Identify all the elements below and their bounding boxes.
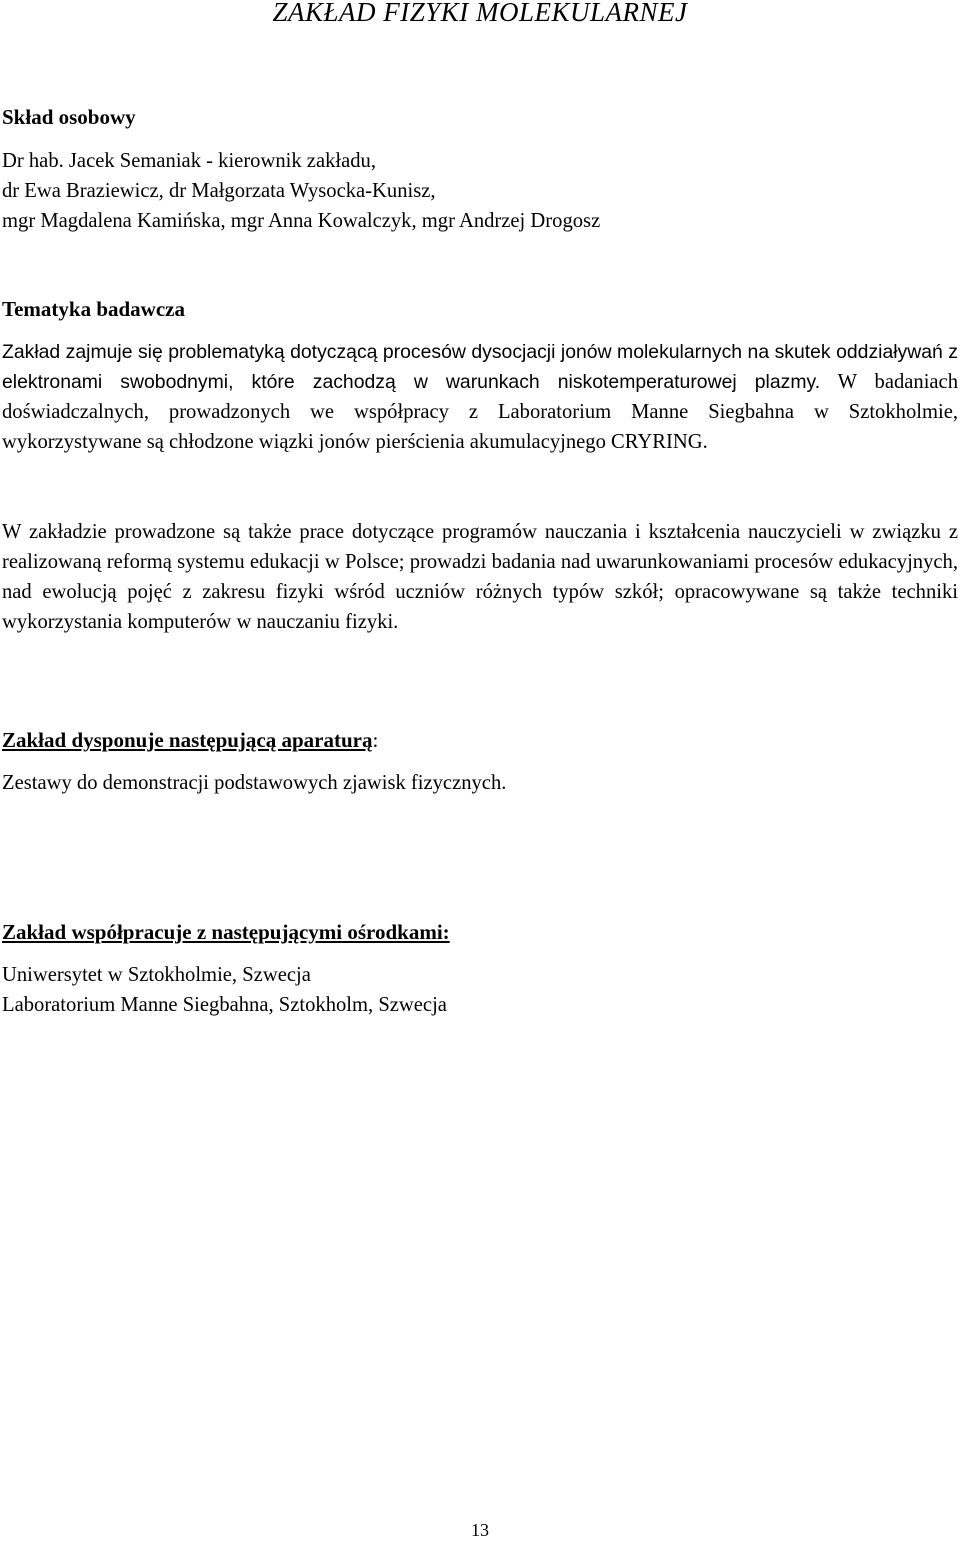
page-number: 13 (471, 1520, 489, 1540)
research-paragraph-2: W zakładzie prowadzone są także prace dotyczące programów nauczania i kształcenia nauczycieli w związku z realizowaną reformą systemu edukacji w Polsce; prowadzi badania nad uwarunkowaniami procesów edukacyjnych, nad ewolucją pojęć z zakresu fizyki wśród uczniów różnych typów szkół; opracowywane są także techniki wykorzystania komputerów w nauczaniu fizyki. (2, 521, 958, 633)
page-title: ZAKŁAD FIZYKI MOLEKULARNEJ (272, 0, 688, 27)
research-paragraph-1 (2, 337, 958, 457)
equipment-heading-suffix: : (372, 728, 379, 752)
equipment-heading-text: Zakład dysponuje następującą aparaturą (2, 728, 373, 752)
research-heading-wrap (2, 294, 958, 324)
cooperation-heading (2, 917, 958, 947)
equipment-heading (2, 725, 958, 755)
staff-line-1: Dr hab. Jacek Semaniak - kierownik zakładu, (2, 150, 376, 172)
cooperation-heading-text: Zakład współpracuje z następującymi ośrodkami: (2, 920, 450, 944)
cooperation-line-2: Laboratorium Manne Siegbahna, Sztokholm, Szwecja (2, 994, 447, 1016)
research-paragraph-1-sans: Zakład zajmuje się problematyką dotyczącą procesów dysocjacji jonów molekularnych na skutek oddziaływań z elektronami swobodnymi, które zachodzą w warunkach niskotemperaturowej plazmy. (2, 341, 958, 393)
research-heading: Tematyka badawcza (2, 297, 185, 321)
staff-heading: Skład osobowy (2, 105, 136, 129)
research-paragraph-1-serif: W badaniach doświadczalnych, prowadzonych we współpracy z Laboratorium Manne Siegbahna w Sztokholmie, wykorzystywane są chłodzone wiązki jonów pierścienia akumulacyjnego CRYRING. (2, 371, 958, 453)
equipment-text: Zestawy do demonstracji podstawowych zjawisk fizycznych. (2, 772, 507, 794)
cooperation-line-1: Uniwersytet w Sztokholmie, Szwecja (2, 964, 311, 986)
staff-line-2: dr Ewa Braziewicz, dr Małgorzata Wysocka-Kunisz, (2, 180, 436, 202)
staff-section (2, 102, 958, 132)
staff-line-3: mgr Magdalena Kamińska, mgr Anna Kowalczyk, mgr Andrzej Drogosz (2, 210, 601, 232)
cooperation-list (2, 960, 958, 1020)
staff-list (2, 146, 958, 236)
